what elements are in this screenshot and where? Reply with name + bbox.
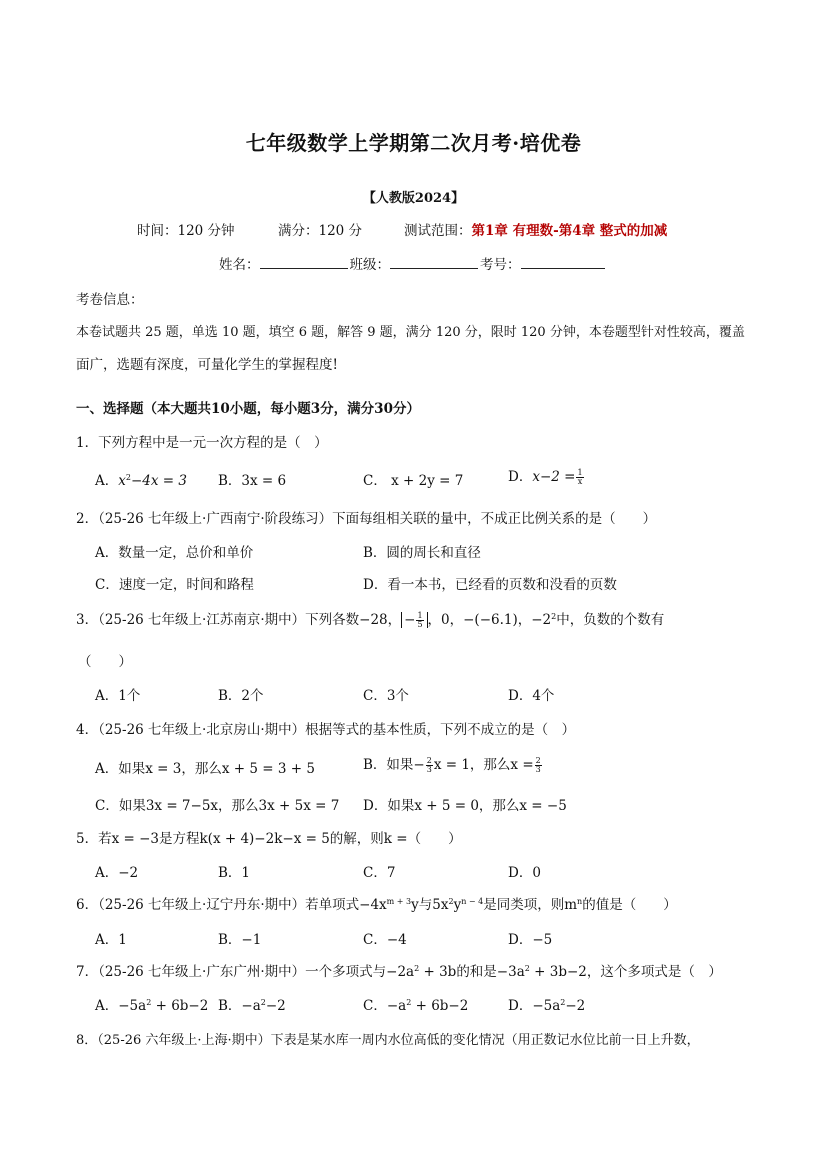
question-7: 7．（25-26 七年级上·广东广州·期中）一个多项式与$-2a^2 + 3b$的和是$-3a^2 + 3b-2$，这个多项式是（ ） — [76, 964, 722, 980]
q1-option-a: A．$x^2-4x = 3$ — [95, 473, 187, 489]
score-label: 满分：120 分 — [278, 223, 363, 239]
q3-option-d: D．4个 — [508, 688, 555, 704]
info-line-1: 本卷试题共 25 题，单选 10 题，填空 6 题，解答 9 题，满分 120 分，限时 120 分钟，本卷题型针对性较高，覆盖 — [76, 325, 745, 340]
q6-option-b: B．−1 — [218, 932, 262, 948]
q6-option-d: D．−5 — [508, 932, 553, 948]
q3-option-c: C．3个 — [363, 688, 409, 704]
q4-option-c: C．如果3x = 7−5x，那么3x + 5x = 7 — [95, 798, 340, 814]
range-label: 测试范围： — [404, 223, 472, 239]
q2-option-b: B．圆的周长和直径 — [363, 545, 481, 561]
q1-option-b: B．3x = 6 — [218, 473, 287, 489]
q1-option-d: D．x−2 = $\frac{1}{x}$ — [508, 468, 583, 486]
range-value: 第1章 有理数-第4章 整式的加减 — [471, 223, 668, 239]
question-5: 5．若x = −3是方程k(x + 4)−2k−x = 5的解，则k =（ ） — [76, 831, 462, 847]
class-label: 班级： — [349, 257, 390, 273]
q4-option-d: D．如果x + 5 = 0，那么x = −5 — [363, 798, 567, 814]
exam-no-field[interactable] — [521, 256, 605, 269]
info-line-2: 面广，选题有深度，可量化学生的掌握程度! — [76, 357, 338, 373]
question-8: 8．（25-26 六年级上·上海·期中）下表是某水库一周内水位高低的变化情况（用正数记水位比前一日上升数， — [76, 1033, 700, 1048]
question-6: 6．（25-26 七年级上·辽宁丹东·期中）若单项式$-4x^{m + 3}y$与$5x^2y^{n - 4}$是同类项，则$m^n$的值是（ ） — [76, 897, 677, 913]
q1-option-c: C． x + 2y = 7 — [363, 473, 464, 489]
time-label: 时间：120 分钟 — [137, 223, 235, 239]
q3-option-b: B．2个 — [218, 688, 264, 704]
name-label: 姓名： — [219, 257, 260, 273]
student-info-row — [219, 253, 607, 273]
q3-paren: （ ） — [78, 654, 132, 670]
exam-no-label: 考号： — [480, 257, 521, 273]
question-4: 4．（25-26 七年级上·北京房山·期中）根据等式的基本性质，下列不成立的是（ ） — [76, 722, 576, 738]
question-2: 2．（25-26 七年级上·广西南宁·阶段练习）下面每组相关联的量中，不成正比例关系的是（ ） — [76, 511, 657, 527]
range-row — [404, 219, 667, 239]
q2-option-a: A．数量一定，总价和单价 — [95, 545, 254, 561]
q7-option-b: B．$-a^2-2$ — [218, 998, 286, 1014]
question-1: 1．下列方程中是一元一次方程的是（ ） — [76, 435, 328, 451]
info-heading: 考卷信息： — [76, 292, 144, 308]
q2-option-d: D．看一本书，已经看的页数和没看的页数 — [363, 577, 617, 593]
q4-option-a: A．如果x = 3，那么x + 5 = 3 + 5 — [95, 761, 315, 777]
q5-option-b: B．1 — [218, 865, 251, 881]
q3-option-a: A．1个 — [95, 688, 141, 704]
q2-option-c: C．速度一定，时间和路程 — [95, 577, 254, 593]
q7-option-c: C．$-a^2 + 6b-2$ — [363, 998, 469, 1014]
q6-option-a: A．1 — [95, 932, 127, 948]
q5-option-a: A．−2 — [95, 865, 139, 881]
edition-label: 【人教版2024】 — [362, 191, 465, 206]
q5-option-c: C．7 — [363, 865, 396, 881]
q4-option-b: B．如果− $\frac{2}{3}$ x = 1，那么x = $\frac{2}{3}$ — [363, 756, 541, 774]
page-title: 七年级数学上学期第二次月考·培优卷 — [245, 131, 582, 155]
q5-option-d: D．0 — [508, 865, 541, 881]
q6-option-c: C．−4 — [363, 932, 407, 948]
q7-option-d: D．$-5a^2-2$ — [508, 998, 586, 1014]
section-heading: 一、选择题（本大题共10小题，每小题3分，满分30分） — [76, 401, 420, 417]
q7-option-a: A．$-5a^2 + 6b-2$ — [95, 998, 209, 1014]
question-3: 3．（25-26 七年级上·江苏南京·期中）下列各数−28， − $\frac{1}{5}$ ，0，−(−6.1)，$-2^2$中，负数的个数有 — [76, 611, 665, 629]
class-field[interactable] — [390, 256, 478, 269]
name-field[interactable] — [260, 256, 348, 269]
